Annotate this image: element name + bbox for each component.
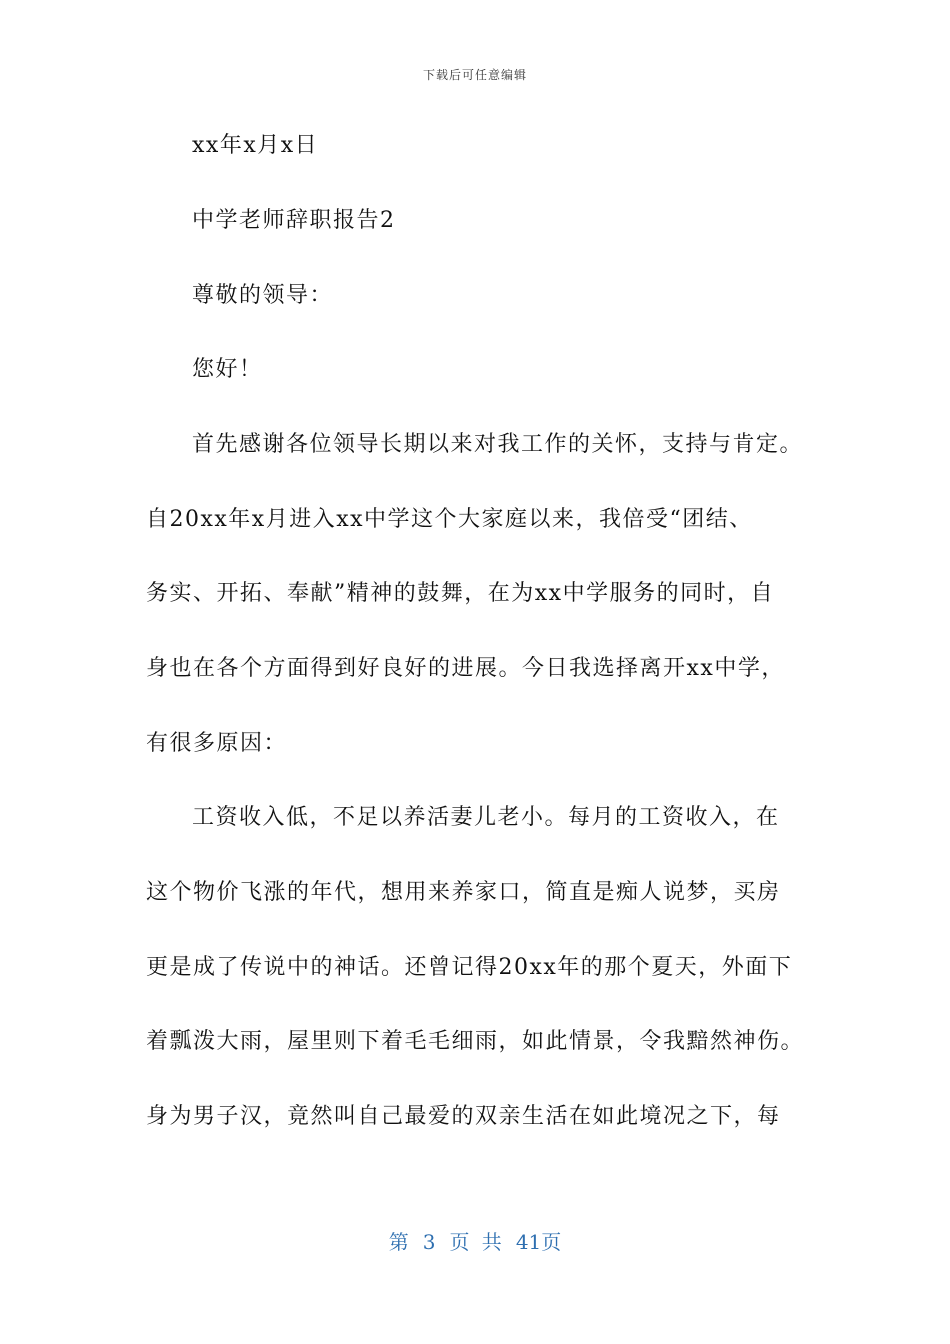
page-footer: [0, 1226, 950, 1255]
footer-prefix: 第: [388, 1230, 409, 1254]
body-line: 务实、开拓、奉献”精神的鼓舞，在为xx中学服务的同时，自: [146, 581, 775, 606]
date-line: xx年x月x日: [192, 133, 319, 158]
salutation: 尊敬的领导：: [192, 283, 334, 308]
body-line: 着瓢泼大雨，屋里则下着毛毛细雨，如此情景，令我黯然神伤。: [146, 1029, 805, 1054]
body-line: 首先感谢各位领导长期以来对我工作的关怀，支持与肯定。: [192, 432, 804, 457]
body-line: 这个物价飞涨的年代，想用来养家口，简直是痴人说梦，买房: [146, 880, 781, 905]
body-line: 身为男子汉，竟然叫自己最爱的双亲生活在如此境况之下，每: [146, 1104, 781, 1129]
body-line: 身也在各个方面得到好良好的进展。今日我选择离开xx中学，: [146, 656, 785, 681]
total-pages: 41页: [515, 1230, 562, 1254]
body-line: 有很多原因：: [146, 731, 288, 756]
document-title: 中学老师辞职报告2: [192, 208, 396, 233]
greeting: 您好！: [192, 357, 263, 382]
body-line: 工资收入低，不足以养活妻儿老小。每月的工资收入，在: [192, 805, 780, 830]
header-note: 下载后可任意编辑: [422, 68, 527, 82]
body-line: 更是成了传说中的神话。还曾记得20xx年的那个夏天，外面下: [146, 955, 793, 980]
footer-middle: 页 共: [449, 1230, 502, 1254]
current-page-number: 3: [422, 1230, 436, 1254]
body-line: 自20xx年x月进入xx中学这个大家庭以来，我倍受“团结、: [146, 507, 753, 532]
